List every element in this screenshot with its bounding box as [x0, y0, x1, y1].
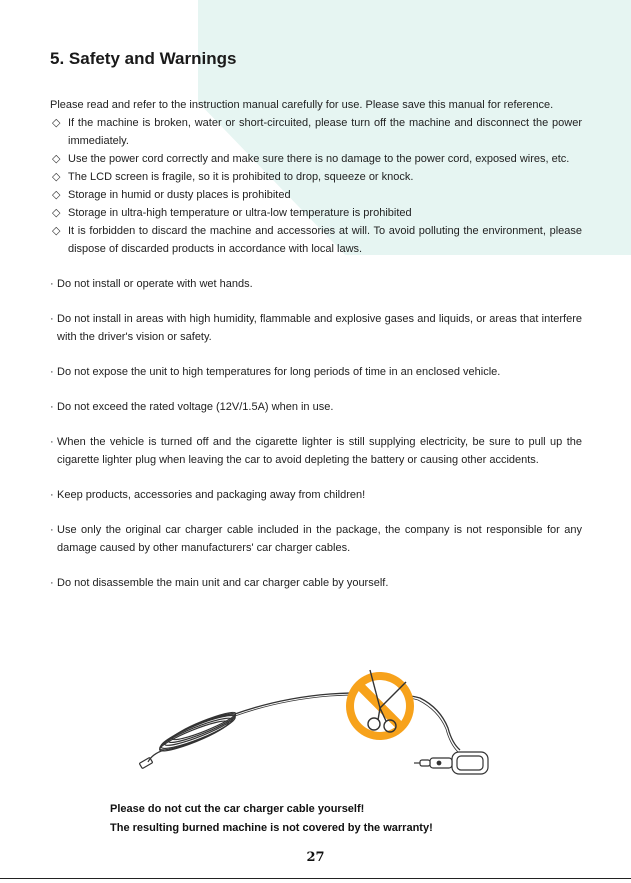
bullet-dot: ·: [50, 436, 54, 448]
list-item-text: Keep products, accessories and packaging away from children!: [57, 489, 366, 501]
list-item-text: If the machine is broken, water or short-circuited, please turn off the machine and disconnect the power immediately.: [68, 117, 582, 147]
diamond-icon: ◇: [52, 225, 61, 237]
list-item: [50, 114, 582, 150]
list-item-text: Storage in ultra-high temperature or ultra-low temperature is prohibited: [68, 207, 412, 219]
list-item: [50, 275, 582, 293]
list-item: [50, 168, 582, 186]
list-item-text: It is forbidden to discard the machine and accessories at will. To avoid polluting the environment, please dispose of discarded products in accordance with local laws.: [68, 225, 582, 255]
warning-note: [110, 800, 433, 838]
list-item: [50, 521, 582, 557]
coiled-cable-icon: [157, 709, 237, 756]
diamond-icon: ◇: [52, 171, 61, 183]
intro-paragraph: Please read and refer to the instruction manual carefully for use. Please save this manual for reference.: [50, 99, 554, 111]
list-item-text: Do not exceed the rated voltage (12V/1.5A) when in use.: [57, 401, 334, 413]
list-item: [50, 222, 582, 258]
diamond-icon: ◇: [52, 117, 61, 129]
bullet-dot: ·: [50, 489, 54, 501]
list-item: [50, 574, 582, 592]
bullet-dot: ·: [50, 313, 54, 325]
list-item: [50, 204, 582, 222]
page-number: 27: [306, 850, 325, 865]
diamond-list: [50, 114, 582, 258]
bullet-dot: ·: [50, 401, 54, 413]
bullet-dot: ·: [50, 278, 54, 290]
list-item: [50, 186, 582, 204]
diamond-icon: ◇: [52, 189, 61, 201]
list-item: [50, 398, 582, 416]
list-item-text: Do not install or operate with wet hands.: [57, 278, 253, 290]
list-item: [50, 363, 582, 381]
list-item-text: Do not install in areas with high humidity, flammable and explosive gases and liquids, or areas that interfere with the driver's vision or safety.: [57, 313, 582, 343]
warning-line: Please do not cut the car charger cable yourself!: [110, 803, 365, 815]
diamond-icon: ◇: [52, 153, 61, 165]
list-item: [50, 433, 582, 469]
list-item-text: The LCD screen is fragile, so it is prohibited to drop, squeeze or knock.: [68, 171, 414, 183]
list-item-text: When the vehicle is turned off and the cigarette lighter is still supplying electricity, be sure to pull up the cigarette lighter plug when leaving the car to avoid depleting the battery or causing other accidents.: [57, 436, 582, 466]
cigarette-lighter-plug-icon: [414, 752, 488, 774]
page-bottom-rule: [0, 878, 631, 879]
list-item-text: Storage in humid or dusty places is prohibited: [68, 189, 291, 201]
car-charger-cable-illustration: [130, 668, 500, 788]
section-title: 5. Safety and Warnings: [50, 49, 237, 68]
list-item-text: Do not disassemble the main unit and car charger cable by yourself.: [57, 577, 389, 589]
list-item-text: Use the power cord correctly and make sure there is no damage to the power cord, exposed wires, etc.: [68, 153, 570, 165]
warning-line: The resulting burned machine is not covered by the warranty!: [110, 822, 433, 834]
bullet-dot: ·: [50, 577, 54, 589]
list-item: [50, 150, 582, 168]
diamond-icon: ◇: [52, 207, 61, 219]
usb-plug-icon: [139, 750, 164, 769]
list-item: [50, 486, 582, 504]
safety-content: [50, 96, 582, 592]
list-item-text: Use only the original car charger cable included in the package, the company is not responsible for any damage caused by other manufacturers' car charger cables.: [57, 524, 582, 554]
bullet-dot: ·: [50, 366, 54, 378]
bullet-dot: ·: [50, 524, 54, 536]
bullet-list: [50, 275, 582, 592]
list-item: [50, 310, 582, 346]
list-item-text: Do not expose the unit to high temperatures for long periods of time in an enclosed vehicle.: [57, 366, 501, 378]
